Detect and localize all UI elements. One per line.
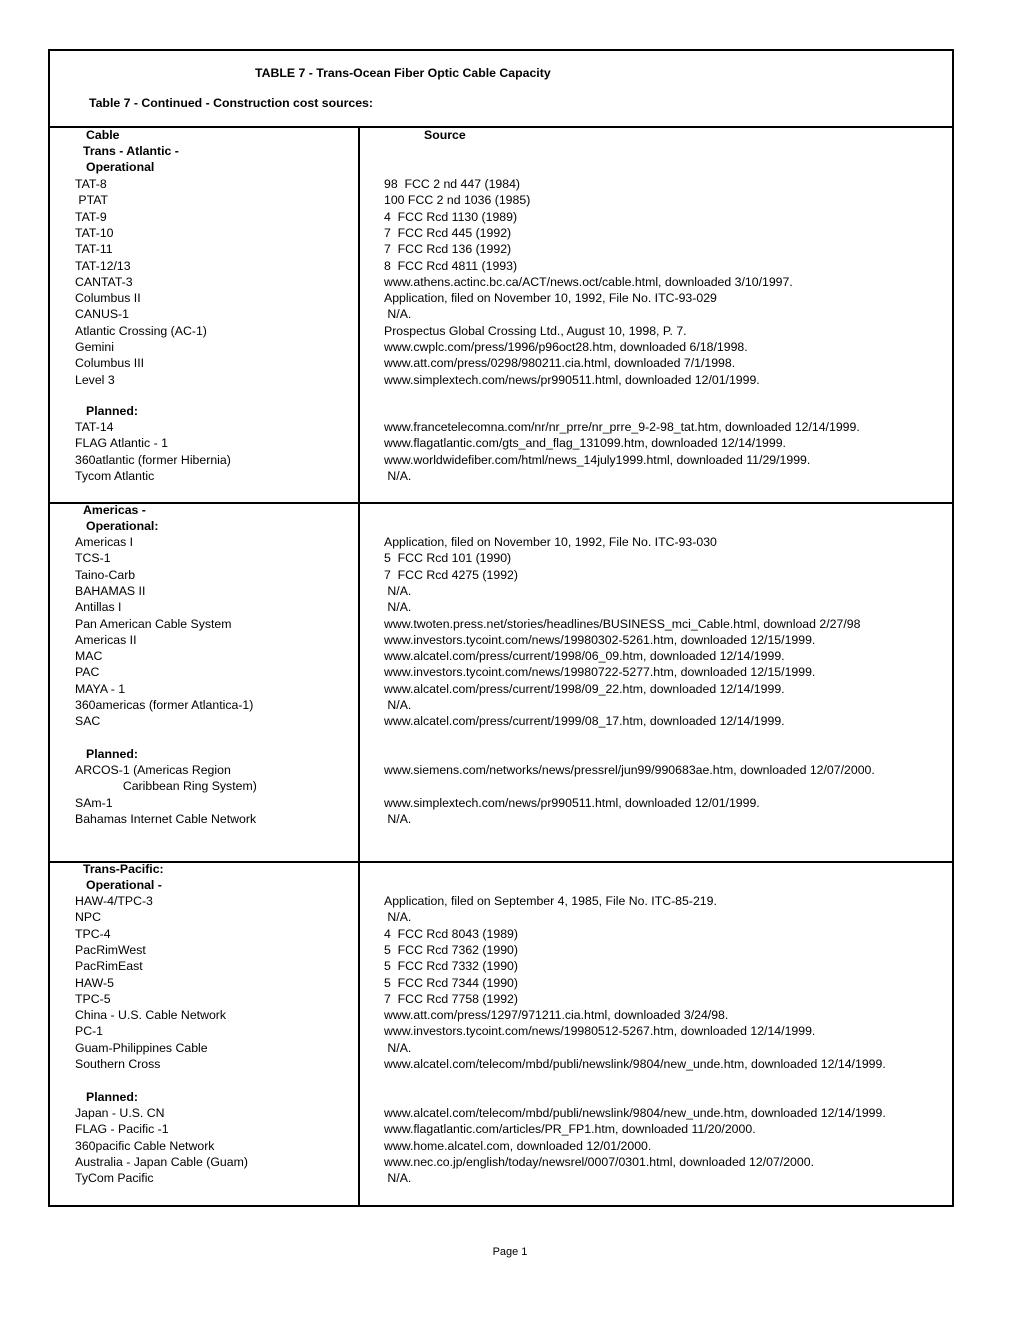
section-heading: Trans-Pacific: — [83, 862, 164, 876]
table-row — [50, 1139, 952, 1155]
source-citation: 100 FCC 2 nd 1036 (1985) — [384, 193, 531, 208]
source-citation: Application, filed on November 10, 1992, File No. ITC-93-030 — [384, 535, 717, 549]
cable-name: Americas II — [75, 632, 137, 647]
group-label: Planned: — [86, 404, 138, 418]
source-citation: 7 FCC Rcd 4275 (1992) — [384, 567, 518, 582]
source-citation: Application, filed on September 4, 1985, File No. ITC-85-219. — [384, 894, 717, 908]
cable-name: Atlantic Crossing (AC-1) — [75, 323, 207, 338]
cable-name: Southern Cross — [75, 1057, 161, 1071]
cable-name: TPC-5 — [75, 991, 111, 1006]
table-row — [50, 976, 952, 992]
source-citation: 4 FCC Rcd 1130 (1989) — [384, 209, 518, 224]
table-row — [50, 535, 952, 551]
table-row — [50, 617, 952, 633]
source-citation: N/A. — [384, 698, 412, 712]
cable-name: PTAT — [75, 193, 109, 208]
source-citation: N/A. — [384, 600, 412, 615]
source-citation: Prospectus Global Crossing Ltd., August 10, 1998, P. 7. — [384, 323, 687, 338]
table-row — [50, 420, 952, 436]
table-row — [50, 1122, 952, 1138]
table-row — [50, 177, 952, 193]
table-row — [50, 910, 952, 926]
source-citation: 5 FCC Rcd 7362 (1990) — [384, 942, 518, 957]
source-citation: N/A. — [384, 307, 412, 322]
cable-name: China - U.S. Cable Network — [75, 1008, 227, 1023]
cable-name: TAT-12/13 — [75, 258, 131, 273]
cable-name: Caribbean Ring System) — [75, 779, 257, 794]
cable-name: Columbus III — [75, 356, 145, 371]
cable-name: TPC-4 — [75, 926, 111, 941]
table-row — [50, 568, 952, 584]
source-citation: N/A. — [384, 468, 412, 483]
table-row — [50, 682, 952, 698]
source-citation: www.investors.tycoint.com/news/19980512-5267.htm, downloaded 12/14/1999. — [384, 1024, 816, 1039]
table-row — [50, 210, 952, 226]
column-header-cable: Cable — [86, 128, 120, 142]
source-citation: www.investors.tycoint.com/news/19980722-5277.htm, downloaded 12/15/1999. — [384, 665, 816, 680]
cable-name: TAT-11 — [75, 242, 113, 257]
cable-name: TAT-10 — [75, 225, 114, 240]
group-label: Planned: — [86, 747, 138, 761]
table-row — [50, 324, 952, 340]
table-row — [50, 193, 952, 209]
source-citation: 5 FCC Rcd 7332 (1990) — [384, 959, 518, 974]
source-citation: www.simplextech.com/news/pr990511.html, downloaded 12/01/1999. — [384, 795, 760, 810]
table-row — [50, 226, 952, 242]
source-citation: 7 FCC Rcd 7758 (1992) — [384, 991, 518, 1006]
table-row — [50, 796, 952, 812]
source-citation: www.athens.actinc.bc.ca/ACT/news.oct/cable.html, downloaded 3/10/1997. — [384, 274, 793, 289]
source-citation: 7 FCC Rcd 445 (1992) — [384, 225, 512, 240]
table-row — [50, 373, 952, 389]
page-title: TABLE 7 - Trans-Ocean Fiber Optic Cable Capacity — [255, 66, 551, 80]
cable-name: CANTAT-3 — [75, 274, 133, 289]
source-citation: www.alcatel.com/telecom/mbd/publi/newslink/9804/new_unde.htm, downloaded 12/14/1999. — [384, 1106, 886, 1120]
table-row — [50, 453, 952, 469]
table-row — [50, 714, 952, 730]
cable-name: 360atlantic (former Hibernia) — [75, 452, 231, 467]
source-citation: N/A. — [384, 1040, 412, 1055]
table-frame — [48, 49, 954, 1207]
cable-name: Level 3 — [75, 372, 115, 387]
cable-name: Australia - Japan Cable (Guam) — [75, 1154, 248, 1169]
cable-name: Antillas I — [75, 600, 122, 615]
source-citation: 8 FCC Rcd 4811 (1993) — [384, 258, 518, 273]
table-row — [50, 469, 952, 485]
cable-name: TAT-14 — [75, 420, 114, 434]
source-citation: www.flagatlantic.com/articles/PR_FP1.htm, downloaded 11/20/2000. — [384, 1122, 756, 1137]
cable-name: PAC — [75, 665, 100, 680]
page-subtitle: Table 7 - Continued - Construction cost sources: — [89, 96, 373, 110]
source-citation: N/A. — [384, 910, 412, 925]
table-row — [50, 340, 952, 356]
cable-name: TAT-8 — [75, 177, 107, 191]
source-citation: www.simplextech.com/news/pr990511.html, downloaded 12/01/1999. — [384, 372, 760, 387]
section-divider — [50, 502, 952, 504]
table-row — [50, 959, 952, 975]
table-row — [50, 812, 952, 828]
cable-name: PC-1 — [75, 1024, 104, 1039]
header-divider — [50, 126, 952, 128]
source-citation: www.francetelecomna.com/nr/nr_prre/nr_prre_9-2-98_tat.htm, downloaded 12/14/1999. — [384, 420, 860, 434]
table-row — [50, 943, 952, 959]
source-citation: www.flagatlantic.com/gts_and_flag_131099.htm, downloaded 12/14/1999. — [384, 436, 786, 451]
table-row — [50, 551, 952, 567]
table-row — [50, 1155, 952, 1171]
cable-name: Columbus II — [75, 291, 141, 306]
table-row — [50, 307, 952, 323]
group-label: Operational: — [86, 519, 159, 533]
cable-name: TAT-9 — [75, 209, 107, 224]
source-citation: 5 FCC Rcd 101 (1990) — [384, 551, 512, 566]
table-row — [50, 894, 952, 910]
section-divider — [50, 861, 952, 863]
table-row — [50, 356, 952, 372]
cable-name: Americas I — [75, 535, 134, 549]
cable-name: Japan - U.S. CN — [75, 1106, 165, 1120]
source-citation: www.home.alcatel.com, downloaded 12/01/2000. — [384, 1138, 652, 1153]
cable-name: Tycom Atlantic — [75, 468, 155, 483]
cable-name: MAC — [75, 649, 103, 664]
source-citation: www.att.com/press/1297/971211.cia.html, downloaded 3/24/98. — [384, 1008, 729, 1023]
cable-name: HAW-4/TPC-3 — [75, 894, 153, 908]
table-row — [50, 275, 952, 291]
table-row — [50, 779, 952, 795]
group-label: Operational - — [86, 878, 162, 892]
table-row — [50, 927, 952, 943]
table-row — [50, 1008, 952, 1024]
cable-name: SAC — [75, 714, 101, 729]
source-citation: www.siemens.com/networks/news/pressrel/jun99/990683ae.htm, downloaded 12/07/2000. — [384, 763, 875, 777]
cable-name: Taino-Carb — [75, 567, 136, 582]
table-row — [50, 992, 952, 1008]
source-citation: www.investors.tycoint.com/news/19980302-5261.htm, downloaded 12/15/1999. — [384, 632, 816, 647]
source-citation: www.nec.co.jp/english/today/newsrel/0007/0301.html, downloaded 12/07/2000. — [384, 1154, 814, 1169]
source-citation: N/A. — [384, 1171, 412, 1186]
page-number: Page 1 — [492, 1246, 528, 1258]
section-heading: Trans - Atlantic - — [83, 144, 179, 158]
cable-name: CANUS-1 — [75, 307, 129, 322]
source-citation: 5 FCC Rcd 7344 (1990) — [384, 975, 518, 990]
table-row — [50, 242, 952, 258]
cable-name: 360pacific Cable Network — [75, 1138, 215, 1153]
table-row — [50, 1057, 952, 1073]
table-row — [50, 649, 952, 665]
table-row — [50, 291, 952, 307]
cable-name: FLAG Atlantic - 1 — [75, 436, 168, 451]
table-row — [50, 600, 952, 616]
cable-name: HAW-5 — [75, 975, 114, 990]
cable-name: SAm-1 — [75, 795, 113, 810]
group-label: Planned: — [86, 1090, 138, 1104]
table-row — [50, 698, 952, 714]
table-row — [50, 259, 952, 275]
table-row — [50, 436, 952, 452]
cable-name: Bahamas Internet Cable Network — [75, 811, 257, 826]
table-row — [50, 1024, 952, 1040]
cable-name: 360americas (former Atlantica-1) — [75, 698, 254, 712]
source-citation: 4 FCC Rcd 8043 (1989) — [384, 926, 518, 941]
table-row — [50, 1041, 952, 1057]
column-header-source: Source — [424, 128, 466, 142]
source-citation: 98 FCC 2 nd 447 (1984) — [384, 177, 521, 191]
cable-name: PacRimEast — [75, 959, 143, 974]
cable-name: TCS-1 — [75, 551, 111, 566]
source-citation: www.cwplc.com/press/1996/p96oct28.htm, downloaded 6/18/1998. — [384, 340, 748, 354]
table-row — [50, 1171, 952, 1187]
cable-name: TyCom Pacific — [75, 1171, 154, 1186]
cable-name: NPC — [75, 910, 101, 925]
source-citation: www.alcatel.com/press/current/1998/06_09.htm, downloaded 12/14/1999. — [384, 649, 785, 664]
source-citation: www.twoten.press.net/stories/headlines/BUSINESS_mci_Cable.html, download 2/27/98 — [384, 616, 861, 631]
source-citation: www.att.com/press/0298/980211.cia.html, downloaded 7/1/1998. — [384, 356, 736, 371]
cable-name: Gemini — [75, 340, 114, 354]
cable-name: Pan American Cable System — [75, 616, 232, 631]
source-citation: www.alcatel.com/press/current/1999/08_17.htm, downloaded 12/14/1999. — [384, 714, 785, 729]
table-row — [50, 1106, 952, 1122]
source-citation: www.alcatel.com/press/current/1998/09_22.htm, downloaded 12/14/1999. — [384, 681, 785, 696]
cable-name: PacRimWest — [75, 942, 146, 957]
cable-name: Guam-Philippines Cable — [75, 1040, 208, 1055]
source-citation: N/A. — [384, 583, 412, 598]
cable-name: MAYA - 1 — [75, 681, 126, 696]
table-row — [50, 665, 952, 681]
source-citation: www.alcatel.com/telecom/mbd/publi/newslink/9804/new_unde.htm, downloaded 12/14/1999. — [384, 1057, 886, 1071]
source-citation: N/A. — [384, 811, 412, 826]
cable-name: BAHAMAS II — [75, 583, 146, 598]
table-row — [50, 584, 952, 600]
source-citation: 7 FCC Rcd 136 (1992) — [384, 242, 512, 257]
source-citation: www.worldwidefiber.com/html/news_14july1999.html, downloaded 11/29/1999. — [384, 452, 811, 467]
cable-name: FLAG - Pacific -1 — [75, 1122, 169, 1137]
section-heading: Americas - — [83, 503, 146, 517]
source-citation: Application, filed on November 10, 1992, File No. ITC-93-029 — [384, 291, 717, 306]
table-row — [50, 633, 952, 649]
group-label: Operational — [86, 160, 155, 174]
table-row — [50, 763, 952, 779]
cable-name: ARCOS-1 (Americas Region — [75, 763, 231, 777]
